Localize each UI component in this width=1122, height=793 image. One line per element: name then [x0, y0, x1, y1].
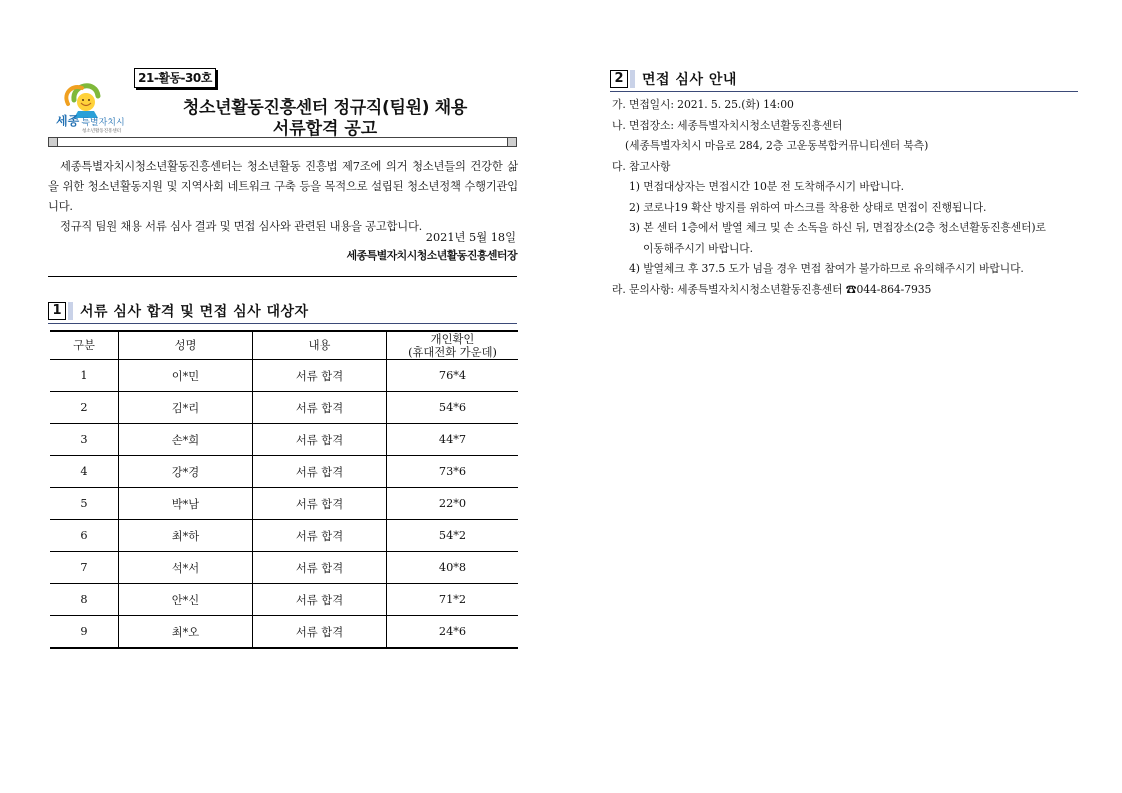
table-row: [50, 392, 518, 424]
cell-phone: 40*8: [387, 552, 519, 584]
cell-name: 김*리: [119, 392, 253, 424]
cell-name: 이*민: [119, 360, 253, 392]
cell-number: 1: [50, 360, 119, 392]
document-title-line1: 청소년활동진흥센터 정규직(팀원) 채용: [182, 98, 468, 118]
cell-name: 손*희: [119, 424, 253, 456]
cell-name: 석*서: [119, 552, 253, 584]
section-2-number: 2: [610, 70, 628, 88]
cell-number: 2: [50, 392, 119, 424]
note-item-1: 1) 면접대상자는 면접시간 10분 전 도착해주시기 바랍니다.: [629, 180, 904, 193]
note-item-3: 3) 본 센터 1층에서 발열 체크 및 손 소독을 하신 뒤, 면접장소(2층 청소년활동진흥센터)로: [629, 221, 1046, 234]
cell-content: 서류 합격: [253, 616, 387, 649]
table-row: [50, 520, 518, 552]
cell-phone: 54*2: [387, 520, 519, 552]
col-header-id-check-line2: (휴대전화 가운데): [408, 345, 497, 359]
table-row: [50, 360, 518, 392]
contact-info: 라. 문의사항: 세종특별자치시청소년활동진흥센터 ☎044-864-7935: [612, 282, 932, 296]
cell-phone: 54*6: [387, 392, 519, 424]
applicants-table: [50, 330, 518, 649]
intro-paragraph-2: 정규직 팀원 채용 서류 심사 결과 및 면접 심사와 관련된 내용을 공고합니다.: [60, 220, 423, 233]
interview-location-address: (세종특별자치시 마음로 284, 2층 고운동복합커뮤니티센터 북측): [625, 139, 929, 152]
interview-datetime: 가. 면접일시: 2021. 5. 25.(화) 14:00: [612, 98, 794, 111]
divider-line: [48, 276, 517, 277]
cell-name: 최*하: [119, 520, 253, 552]
cell-name: 최*오: [119, 616, 253, 649]
cell-number: 7: [50, 552, 119, 584]
cell-phone: 44*7: [387, 424, 519, 456]
table-row: [50, 584, 518, 616]
cell-number: 8: [50, 584, 119, 616]
cell-number: 6: [50, 520, 119, 552]
intro-text: [48, 157, 518, 237]
section-2-title: 면접 심사 안내: [642, 72, 737, 88]
announcement-date: 2021년 5월 18일: [425, 231, 516, 244]
section-2-header: [610, 69, 1078, 89]
document-title-line2: 서류합격 공고: [272, 119, 378, 139]
cell-content: 서류 합격: [253, 456, 387, 488]
table-row: [50, 616, 518, 649]
cell-content: 서류 합격: [253, 552, 387, 584]
cell-phone: 22*0: [387, 488, 519, 520]
col-header-id-check-line1: 개인확인: [430, 332, 475, 346]
cell-number: 4: [50, 456, 119, 488]
col-header-name: 성명: [119, 331, 253, 360]
logo-main-text: 세종: [56, 114, 80, 128]
section-1-title: 서류 심사 합격 및 면접 심사 대상자: [80, 304, 309, 320]
cell-name: 강*경: [119, 456, 253, 488]
section-1-accent: [68, 302, 73, 320]
intro-paragraph-1: 세종특별자치시청소년활동진흥센터는 청소년활동 진흥법 제7조에 의거 청소년들의 건강한 삶을 위한 청소년활동지원 및 지역사회 네트워크 구축 등을 목적으로 설립된 청소년정책 수행기관입니다.: [48, 160, 518, 213]
section-1-number: 1: [48, 302, 66, 320]
cell-phone: 71*2: [387, 584, 519, 616]
note-item-2: 2) 코로나19 확산 방지를 위하여 마스크를 착용한 상태로 면접이 진행됩니다.: [629, 200, 987, 214]
table-row: [50, 552, 518, 584]
note-item-3-continued: 이동해주시기 바랍니다.: [643, 241, 753, 255]
section-1-underline: [48, 323, 517, 324]
table-row: [50, 456, 518, 488]
col-header-id-check: [387, 331, 519, 360]
cell-number: 3: [50, 424, 119, 456]
cell-name: 안*신: [119, 584, 253, 616]
cell-content: 서류 합격: [253, 360, 387, 392]
cell-content: 서류 합격: [253, 488, 387, 520]
notes-heading: 다. 참고사항: [612, 159, 671, 173]
document-number: 21-활동-30호: [134, 68, 216, 88]
title-divider-bar: [48, 137, 517, 147]
cell-content: 서류 합격: [253, 584, 387, 616]
cell-name: 박*남: [119, 488, 253, 520]
table-header-row: [50, 331, 518, 360]
cell-content: 서류 합격: [253, 392, 387, 424]
logo-tiny-text: 청소년활동진흥센터: [82, 129, 122, 134]
section-2-underline: [610, 91, 1078, 92]
col-header-content: 내용: [253, 331, 387, 360]
cell-number: 5: [50, 488, 119, 520]
cell-content: 서류 합격: [253, 520, 387, 552]
col-header-number: 구분: [50, 331, 119, 360]
logo-sub-text: 특별자치시: [81, 118, 125, 128]
cell-phone: 24*6: [387, 616, 519, 649]
interview-location: 나. 면접장소: 세종특별자치시청소년활동진흥센터: [612, 118, 843, 132]
signer-name: 세종특별자치시청소년활동진흥센터장: [346, 249, 517, 262]
cell-content: 서류 합격: [253, 424, 387, 456]
interview-info: [612, 95, 1082, 300]
cell-phone: 73*6: [387, 456, 519, 488]
table-row: [50, 424, 518, 456]
cell-phone: 76*4: [387, 360, 519, 392]
table-row: [50, 488, 518, 520]
logo-wordmark: [56, 110, 140, 134]
section-2-accent: [630, 70, 635, 88]
section-1-header: [48, 301, 517, 321]
cell-number: 9: [50, 616, 119, 649]
note-item-4: 4) 발열체크 후 37.5 도가 넘을 경우 면접 참여가 불가하므로 유의해주시기 바랍니다.: [629, 262, 1024, 275]
